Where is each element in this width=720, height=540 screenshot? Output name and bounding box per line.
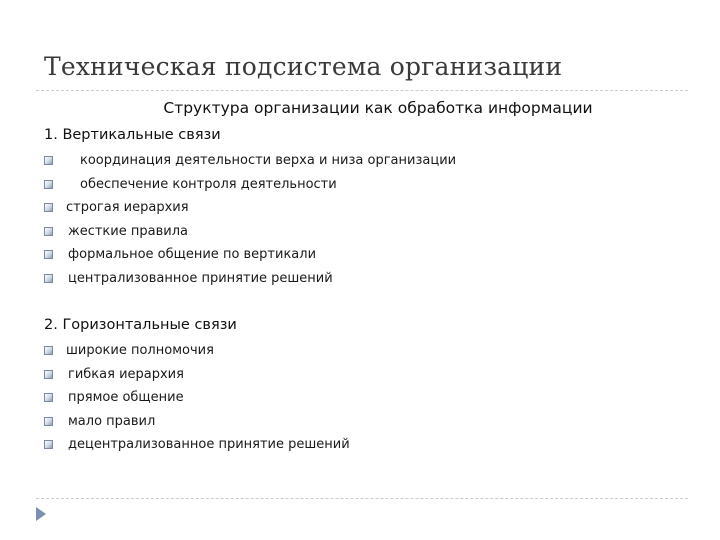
section-heading-vertical: 1. Вертикальные связи (44, 127, 221, 143)
square-bullet-icon (44, 440, 53, 449)
top-divider (36, 90, 688, 91)
triangle-arrow-icon[interactable] (36, 507, 46, 521)
square-bullet-icon (44, 346, 53, 355)
square-bullet-icon (44, 370, 53, 379)
section-heading-horizontal: 2. Горизонтальные связи (44, 317, 237, 333)
square-bullet-icon (44, 180, 53, 189)
square-bullet-icon (44, 156, 53, 165)
bottom-divider (36, 498, 688, 499)
square-bullet-icon (44, 417, 53, 426)
square-bullet-icon (44, 250, 53, 259)
square-bullet-icon (44, 393, 53, 402)
square-bullet-icon (44, 274, 53, 283)
slide-title: Техническая подсистема организации (44, 52, 563, 81)
slide-subtitle: Структура организации как обработка информации (163, 99, 593, 117)
square-bullet-icon (44, 203, 53, 212)
square-bullet-icon (44, 227, 53, 236)
